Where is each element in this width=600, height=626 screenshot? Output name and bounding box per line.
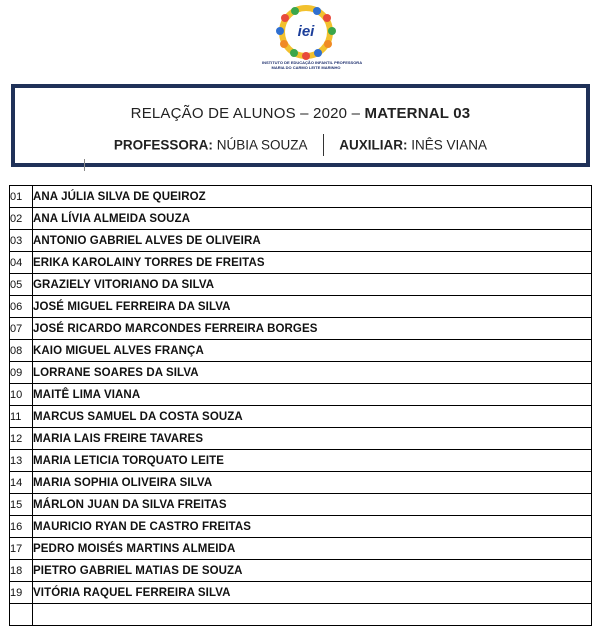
student-name: ANA JÚLIA SILVA DE QUEIROZ	[33, 186, 592, 208]
student-name: GRAZIELY VITORIANO DA SILVA	[33, 274, 592, 296]
student-number: 11	[10, 406, 33, 428]
student-number: 08	[10, 340, 33, 362]
page-title	[15, 105, 586, 122]
table-row	[10, 472, 592, 494]
table-row	[10, 362, 592, 384]
class-header	[11, 84, 590, 167]
class-name: MATERNAL 03	[364, 105, 471, 122]
student-name: MARIA LETICIA TORQUATO LEITE	[33, 450, 592, 472]
table-row	[10, 230, 592, 252]
student-number: 17	[10, 538, 33, 560]
logo-badge: iei	[297, 23, 315, 40]
logo-caption-line1: INSTITUTO DE EDUCAÇÃO INFANTIL PROFESSORA	[262, 60, 363, 65]
student-number: 16	[10, 516, 33, 538]
student-number: 09	[10, 362, 33, 384]
student-name: PIETRO GABRIEL MATIAS DE SOUZA	[33, 560, 592, 582]
table-row	[10, 274, 592, 296]
table-row	[10, 252, 592, 274]
student-number: 04	[10, 252, 33, 274]
staff-line	[15, 135, 586, 157]
student-name: MAITÊ LIMA VIANA	[33, 384, 592, 406]
student-number: 12	[10, 428, 33, 450]
student-name: MAURICIO RYAN DE CASTRO FREITAS	[33, 516, 592, 538]
table-row	[10, 340, 592, 362]
student-number: 18	[10, 560, 33, 582]
student-number	[10, 604, 33, 626]
student-number: 02	[10, 208, 33, 230]
student-name: KAIO MIGUEL ALVES FRANÇA	[33, 340, 592, 362]
student-name: LORRANE SOARES DA SILVA	[33, 362, 592, 384]
student-number: 06	[10, 296, 33, 318]
assistant-name: INÊS VIANA	[411, 137, 488, 153]
table-row	[10, 186, 592, 208]
student-name: PEDRO MOISÉS MARTINS ALMEIDA	[33, 538, 592, 560]
student-name: MARCUS SAMUEL DA COSTA SOUZA	[33, 406, 592, 428]
table-row	[10, 450, 592, 472]
student-number: 07	[10, 318, 33, 340]
student-name: MÁRLON JUAN DA SILVA FREITAS	[33, 494, 592, 516]
student-name: ANTONIO GABRIEL ALVES DE OLIVEIRA	[33, 230, 592, 252]
title-prefix: RELAÇÃO DE ALUNOS – 2020 –	[130, 105, 365, 122]
table-row	[10, 516, 592, 538]
table-row	[10, 582, 592, 604]
staff-divider	[323, 134, 324, 156]
student-number: 19	[10, 582, 33, 604]
student-name: VITÓRIA RAQUEL FERREIRA SILVA	[33, 582, 592, 604]
school-logo	[262, 4, 363, 78]
student-name	[33, 604, 592, 626]
assistant-label: AUXILIAR:	[339, 137, 408, 153]
table-row	[10, 296, 592, 318]
student-number: 15	[10, 494, 33, 516]
logo-emblem	[262, 4, 350, 60]
divider-tick	[84, 159, 85, 171]
teacher-name: NÚBIA SOUZA	[216, 137, 307, 153]
student-number: 14	[10, 472, 33, 494]
student-number: 13	[10, 450, 33, 472]
student-number: 10	[10, 384, 33, 406]
table-row	[10, 208, 592, 230]
student-number: 03	[10, 230, 33, 252]
student-number: 01	[10, 186, 33, 208]
student-name: JOSÉ MIGUEL FERREIRA DA SILVA	[33, 296, 592, 318]
table-row	[10, 560, 592, 582]
student-name: ANA LÍVIA ALMEIDA SOUZA	[33, 208, 592, 230]
teacher-label: PROFESSORA:	[113, 137, 213, 153]
student-name: MARIA LAIS FREIRE TAVARES	[33, 428, 592, 450]
student-list	[9, 185, 592, 626]
table-row	[10, 428, 592, 450]
student-number: 05	[10, 274, 33, 296]
table-row	[10, 538, 592, 560]
logo-caption-line2: MARIA DO CARMO LEITE MARINHO	[271, 65, 341, 70]
table-row	[10, 406, 592, 428]
student-name: MARIA SOPHIA OLIVEIRA SILVA	[33, 472, 592, 494]
student-name: ERIKA KAROLAINY TORRES DE FREITAS	[33, 252, 592, 274]
table-row	[10, 604, 592, 626]
table-row	[10, 318, 592, 340]
table-row	[10, 494, 592, 516]
student-table	[9, 185, 592, 626]
table-row	[10, 384, 592, 406]
student-name: JOSÉ RICARDO MARCONDES FERREIRA BORGES	[33, 318, 592, 340]
